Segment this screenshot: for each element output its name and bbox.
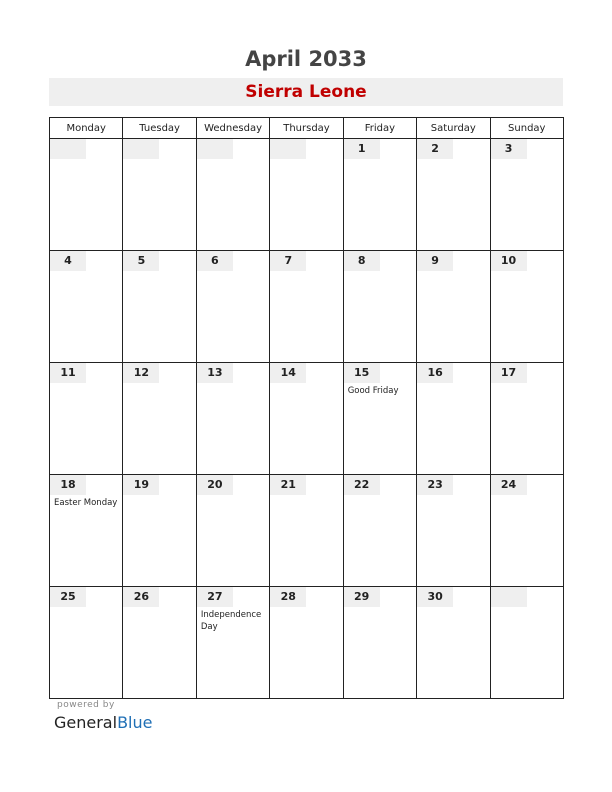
day-number: 12	[123, 363, 159, 383]
day-cell	[417, 363, 490, 475]
day-cell	[490, 363, 563, 475]
day-cell	[490, 139, 563, 251]
day-cell	[417, 139, 490, 251]
day-cell	[196, 587, 269, 699]
day-number: 18	[50, 475, 86, 495]
day-cell	[490, 475, 563, 587]
weekday-wednesday: Wednesday	[196, 118, 269, 139]
day-cell	[270, 475, 343, 587]
day-number	[123, 139, 159, 159]
day-number: 11	[50, 363, 86, 383]
day-cell	[417, 475, 490, 587]
day-cell	[490, 587, 563, 699]
day-cell	[50, 587, 123, 699]
day-cell	[50, 139, 123, 251]
country-banner	[49, 78, 563, 106]
day-cell	[343, 251, 416, 363]
day-number: 1	[344, 139, 380, 159]
month-title: April 2033	[245, 47, 367, 71]
day-number: 9	[417, 251, 453, 271]
day-cell	[343, 363, 416, 475]
day-cell	[343, 587, 416, 699]
day-cell	[123, 475, 196, 587]
day-number: 15	[344, 363, 380, 383]
day-cell	[50, 363, 123, 475]
day-number: 25	[50, 587, 86, 607]
brand-general-text: General	[54, 713, 118, 732]
week-row	[50, 251, 564, 363]
day-cell	[196, 251, 269, 363]
holiday-label: Independence Day	[200, 610, 262, 632]
day-number	[197, 139, 233, 159]
weekday-sunday: Sunday	[490, 118, 563, 139]
brand-blue-text: Blue	[117, 713, 153, 732]
day-cell	[417, 251, 490, 363]
day-number: 6	[197, 251, 233, 271]
day-number: 19	[123, 475, 159, 495]
day-number	[50, 139, 86, 159]
day-number: 27	[197, 587, 233, 607]
day-number: 17	[491, 363, 527, 383]
day-number: 23	[417, 475, 453, 495]
day-number: 8	[344, 251, 380, 271]
day-cell	[196, 363, 269, 475]
day-cell	[50, 251, 123, 363]
day-number: 14	[270, 363, 306, 383]
holiday-label: Easter Monday	[54, 498, 118, 508]
day-cell	[270, 251, 343, 363]
week-row	[50, 475, 564, 587]
week-row	[50, 139, 564, 251]
day-number: 16	[417, 363, 453, 383]
day-number: 21	[270, 475, 306, 495]
day-number: 26	[123, 587, 159, 607]
day-number	[491, 587, 527, 607]
day-number	[270, 139, 306, 159]
day-cell	[343, 139, 416, 251]
day-cell	[196, 475, 269, 587]
day-cell	[270, 139, 343, 251]
generalblue-logo	[54, 713, 152, 732]
powered-by-label: powered by	[57, 700, 115, 710]
week-row	[50, 363, 564, 475]
weekday-saturday: Saturday	[417, 118, 490, 139]
day-number: 2	[417, 139, 453, 159]
day-cell	[123, 251, 196, 363]
day-number: 24	[491, 475, 527, 495]
day-cell	[343, 475, 416, 587]
weekday-friday: Friday	[343, 118, 416, 139]
day-number: 30	[417, 587, 453, 607]
week-row	[50, 587, 564, 699]
day-number: 22	[344, 475, 380, 495]
day-number: 7	[270, 251, 306, 271]
day-cell	[50, 475, 123, 587]
day-cell	[123, 363, 196, 475]
day-number: 10	[491, 251, 527, 271]
day-cell	[196, 139, 269, 251]
day-number: 29	[344, 587, 380, 607]
day-number: 28	[270, 587, 306, 607]
weekday-monday: Monday	[50, 118, 123, 139]
day-cell	[270, 587, 343, 699]
day-cell	[270, 363, 343, 475]
day-number: 13	[197, 363, 233, 383]
holiday-label: Good Friday	[347, 386, 399, 396]
day-cell	[123, 587, 196, 699]
day-cell	[417, 587, 490, 699]
day-cell	[490, 251, 563, 363]
weekday-thursday: Thursday	[270, 118, 343, 139]
weekday-tuesday: Tuesday	[123, 118, 196, 139]
day-number: 4	[50, 251, 86, 271]
day-number: 5	[123, 251, 159, 271]
day-number: 20	[197, 475, 233, 495]
weekday-header-row	[50, 118, 564, 139]
country-name: Sierra Leone	[245, 82, 367, 102]
calendar-grid	[49, 117, 564, 699]
day-cell	[123, 139, 196, 251]
day-number: 3	[491, 139, 527, 159]
